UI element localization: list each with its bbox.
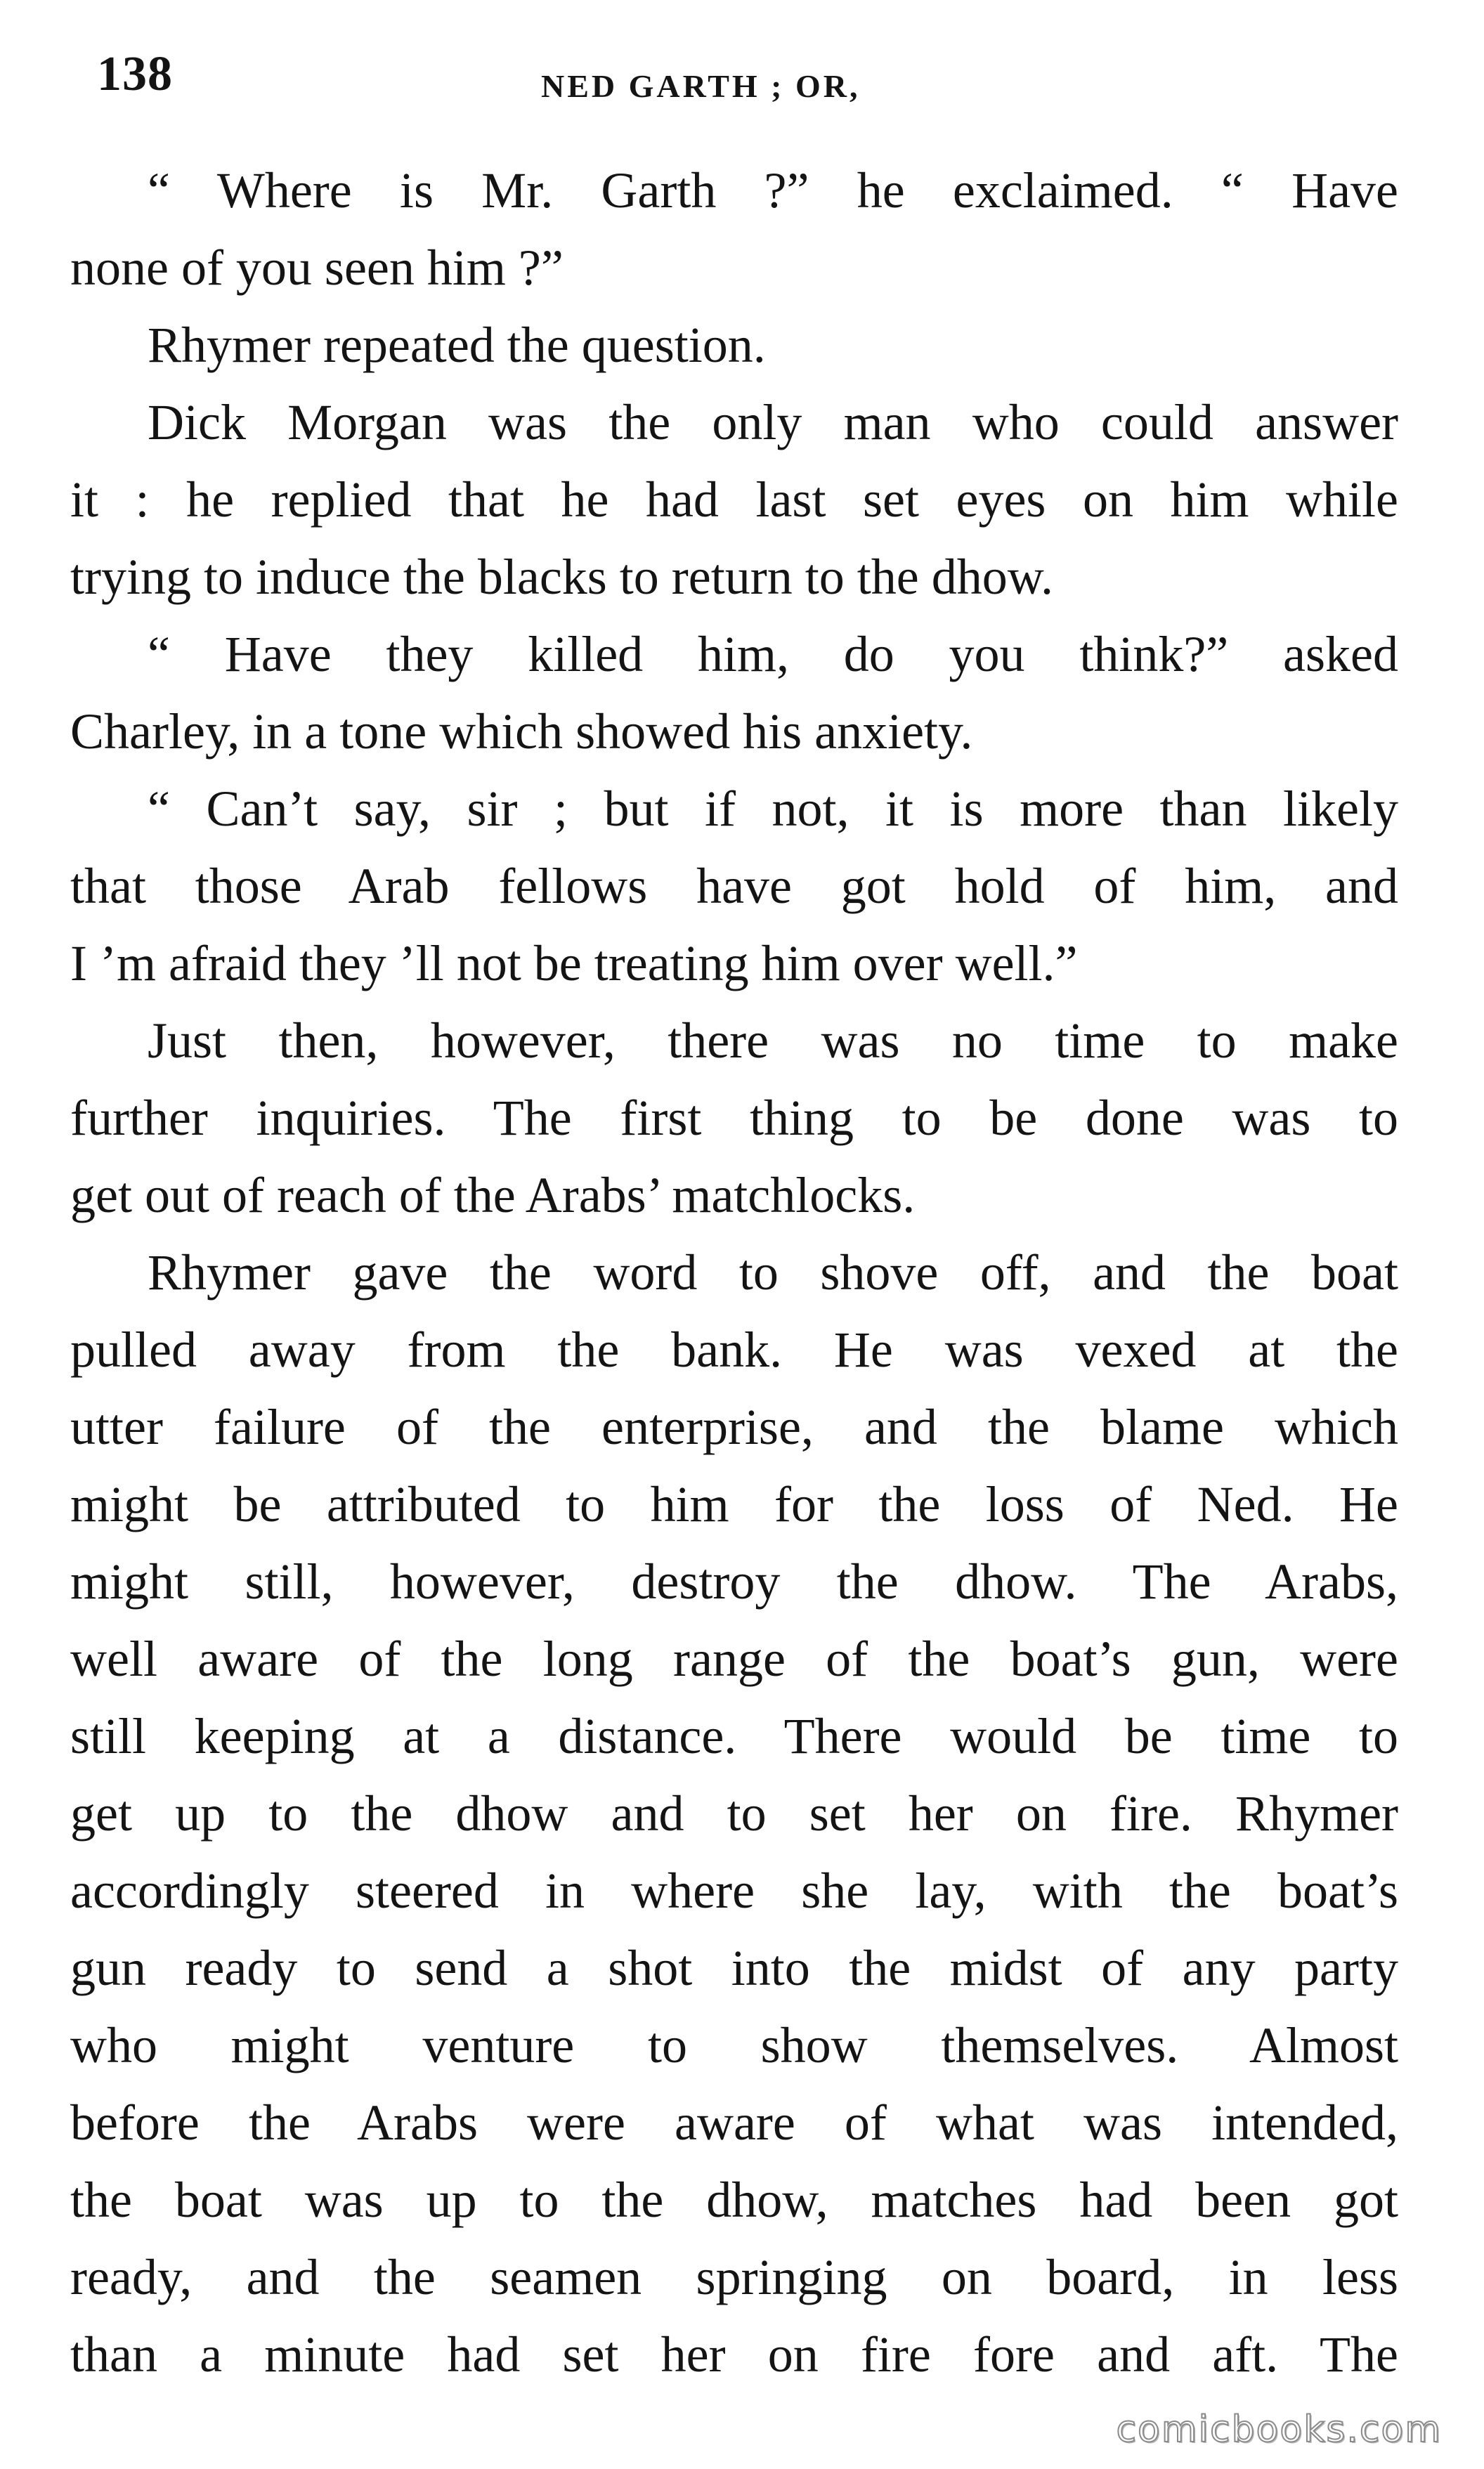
text-line: Rhymer repeated the question.: [148, 317, 766, 373]
text-line: Dick Morgan was the only man who could answer: [148, 394, 1398, 450]
text-line: get out of reach of the Arabs’ matchlocks.: [70, 1167, 916, 1223]
text-line: ready, and the seamen springing on board, in less: [70, 2249, 1398, 2305]
watermark: comicbooks.com: [1116, 2409, 1442, 2451]
text-line: utter failure of the enterprise, and the blame which: [70, 1399, 1398, 1455]
text-line: accordingly steered in where she lay, with the boat’s: [70, 1863, 1398, 1919]
text-line: trying to induce the blacks to return to the dhow.: [70, 549, 1054, 605]
text-line: than a minute had set her on fire fore and aft. The: [70, 2326, 1398, 2383]
text-line: Just then, however, there was no time to make: [148, 1012, 1398, 1069]
text-line: “ Can’t say, sir ; but if not, it is more than likely: [148, 781, 1398, 837]
text-line: it : he replied that he had last set eyes on him while: [70, 471, 1398, 528]
text-line: get up to the dhow and to set her on fire. Rhymer: [70, 1785, 1398, 1842]
text-line: I ’m afraid they ’ll not be treating him over well.”: [70, 935, 1078, 991]
text-line: gun ready to send a shot into the midst of any party: [70, 1940, 1398, 1996]
page-header: [91, 42, 1412, 126]
text-line: might be attributed to him for the loss of Ned. He: [70, 1476, 1398, 1532]
text-line: none of you seen him ?”: [70, 240, 564, 296]
text-line: before the Arabs were aware of what was intended,: [70, 2095, 1398, 2151]
text-line: the boat was up to the dhow, matches had been got: [70, 2172, 1398, 2228]
text-line: well aware of the long range of the boat’s gun, were: [70, 1631, 1398, 1687]
text-line: pulled away from the bank. He was vexed at the: [70, 1322, 1398, 1378]
text-line: “ Have they killed him, do you think?” asked: [148, 626, 1398, 682]
text-line: who might venture to show themselves. Almost: [70, 2017, 1398, 2073]
page-number: 138: [97, 47, 173, 101]
text-line: might still, however, destroy the dhow. The Arabs,: [70, 1553, 1398, 1610]
text-line: “ Where is Mr. Garth ?” he exclaimed. “ Have: [148, 162, 1398, 219]
running-head: NED GARTH ; OR,: [541, 68, 861, 104]
text-line: Rhymer gave the word to shove off, and the boat: [148, 1244, 1398, 1301]
text-line: further inquiries. The first thing to be done was to: [70, 1090, 1398, 1146]
body-text: [70, 152, 1398, 2393]
text-line: that those Arab fellows have got hold of him, and: [70, 858, 1398, 914]
text-line: Charley, in a tone which showed his anxiety.: [70, 703, 973, 760]
text-line: still keeping at a distance. There would be time to: [70, 1708, 1398, 1764]
